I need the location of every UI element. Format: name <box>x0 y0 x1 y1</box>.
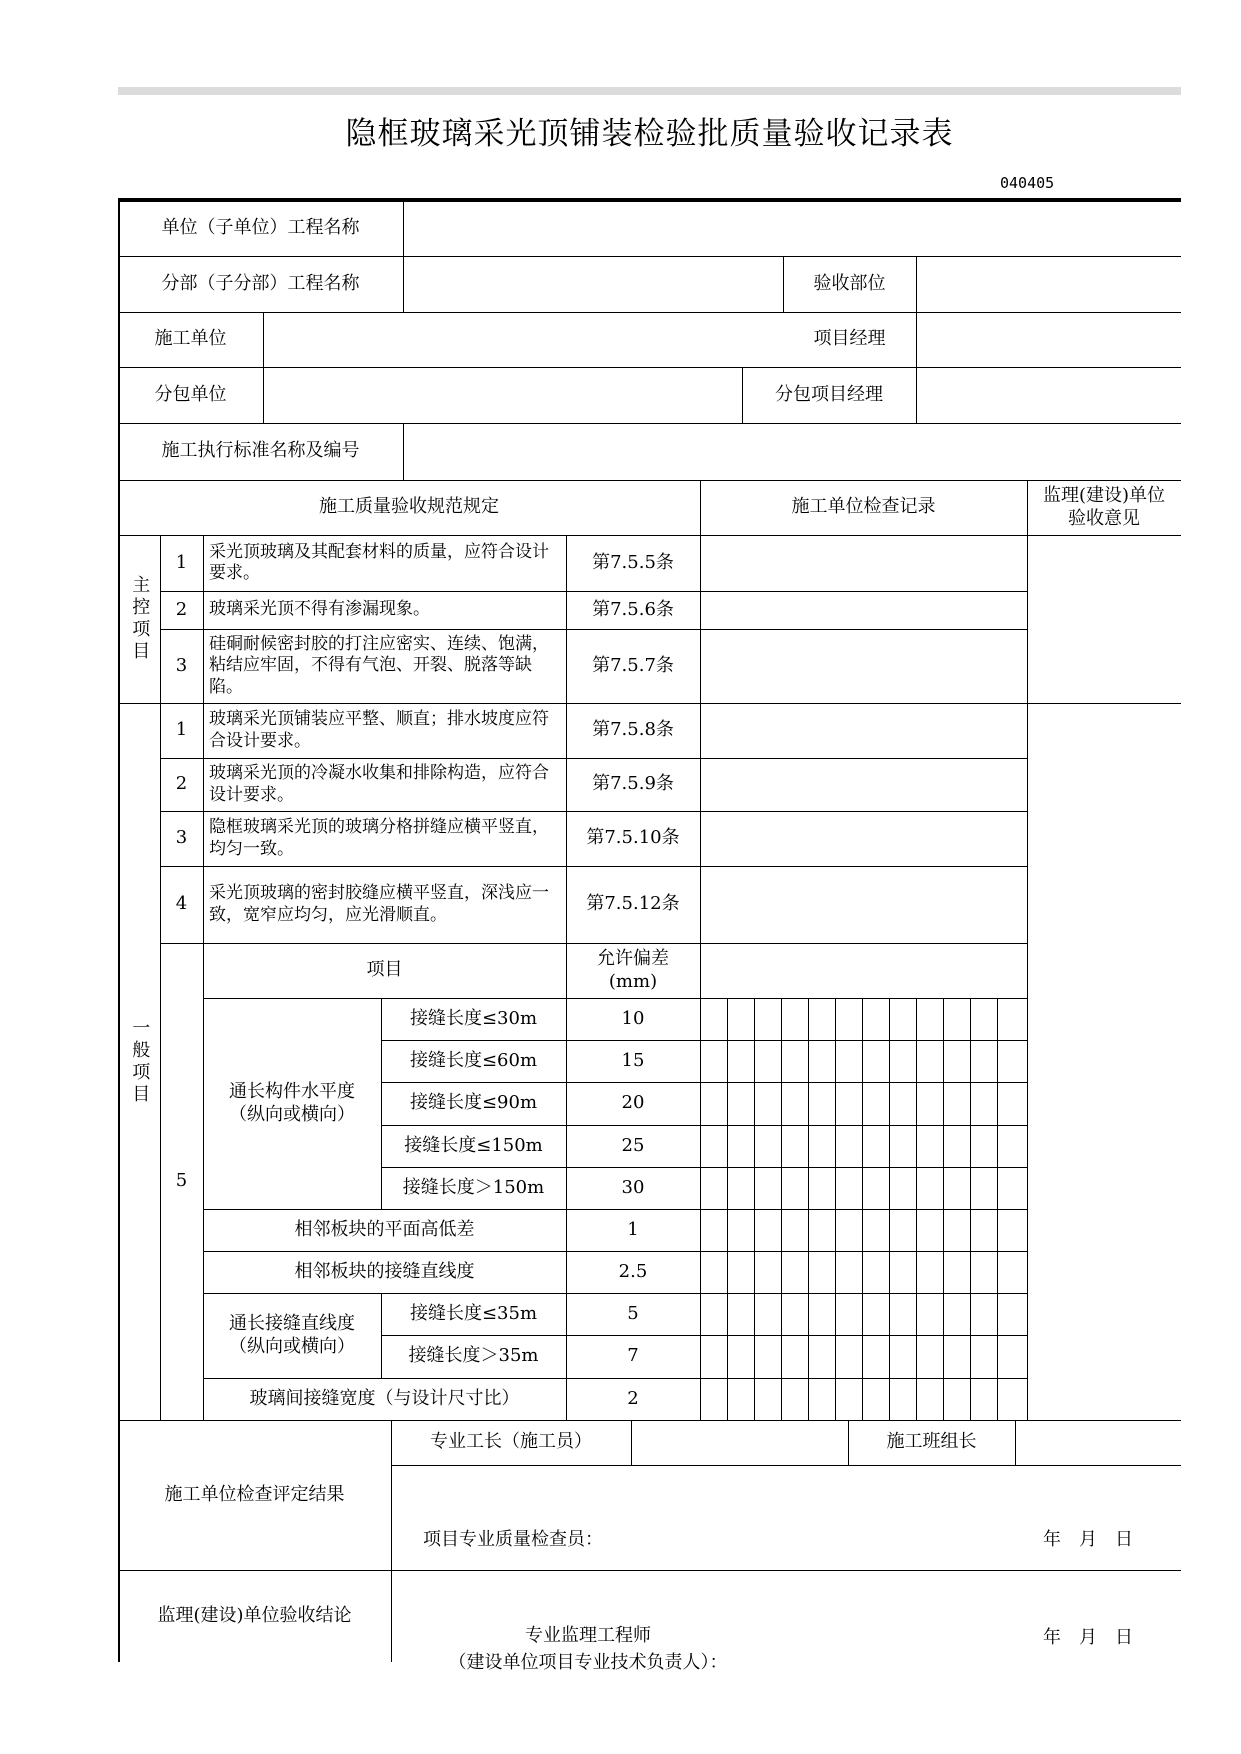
gi-item-4-no: 4 <box>175 893 188 915</box>
grid-line-v <box>263 312 264 423</box>
gi-item-4-text: 采光顶玻璃的密封胶缝应横平竖直，深浅应一致，宽窄应均匀，应光滑顺直。 <box>209 883 549 925</box>
grid-line-v <box>754 998 755 1420</box>
mc-item-1-clause: 第7.5.5条 <box>592 551 674 573</box>
adjacent-height-label: 相邻板块的平面高低差 <box>294 1218 475 1240</box>
engineer-label: 专业监理工程师 <box>525 1624 651 1646</box>
grid-line-v <box>631 1420 632 1465</box>
grid-line-v <box>943 998 944 1420</box>
group1-row-2-tol: 15 <box>621 1049 645 1071</box>
grid-line-v <box>835 998 836 1420</box>
form-code: 040405 <box>1000 174 1055 192</box>
group2-row-2-sub: 接缝长度＞35m <box>408 1345 539 1367</box>
group2-row-1-sub: 接缝长度≤35m <box>409 1302 538 1324</box>
group1-row-4-sub: 接缝长度≤150m <box>404 1134 543 1156</box>
gi-item-2-text: 玻璃采光顶的冷凝水收集和排除构造，应符合设计要求。 <box>209 763 549 805</box>
gap-width-label: 玻璃间接缝宽度（与设计尺寸比） <box>249 1387 520 1409</box>
group1-row-5-sub: 接缝长度＞150m <box>402 1176 545 1198</box>
page-title: 隐框玻璃采光顶铺装检验批质量验收记录表 <box>345 116 954 152</box>
grid-line-v <box>403 198 404 312</box>
group1-row-1-sub: 接缝长度≤30m <box>409 1007 538 1029</box>
gi-item-1-text: 玻璃采光顶铺装应平整、顺直；排水坡度应符合设计要求。 <box>209 709 549 751</box>
group1-row-3-tol: 20 <box>621 1092 645 1114</box>
grid-line-v <box>727 998 728 1420</box>
mc-item-3-text: 硅硐耐候密封胶的打注应密实、连续、饱满，粘结应牢固，不得有气泡、开裂、脱落等缺陷。 <box>209 634 549 697</box>
team-leader-label: 施工班组长 <box>886 1431 977 1453</box>
gi-item-1-clause: 第7.5.8条 <box>592 719 674 741</box>
group2-label: 通长接缝直线度（纵向或横向） <box>229 1313 355 1357</box>
grid-line-v <box>916 256 917 423</box>
project-manager-label: 项目经理 <box>813 328 886 350</box>
mc-item-2-text: 玻璃采光顶不得有渗漏现象。 <box>209 599 430 620</box>
group1-row-1-tol: 10 <box>621 1007 645 1029</box>
grid-line-v <box>1015 1420 1016 1465</box>
supervision-header: 监理(建设)单位验收意见 <box>1042 485 1166 529</box>
adjacent-height-tol: 1 <box>627 1218 639 1240</box>
group2-row-1-tol: 5 <box>627 1302 639 1324</box>
mc-item-1-no: 1 <box>175 551 188 573</box>
mc-item-2-clause: 第7.5.6条 <box>592 598 674 620</box>
grid-line-v <box>916 998 917 1420</box>
general-label: 一般项目 <box>129 1017 151 1106</box>
grid-line-v <box>1027 480 1028 1420</box>
group2-row-2-tol: 7 <box>627 1345 639 1367</box>
gi-item-3-no: 3 <box>175 827 188 849</box>
gi-item-3-clause: 第7.5.10条 <box>586 827 680 849</box>
date-2: 年 月 日 <box>1043 1626 1133 1648</box>
grid-line-h <box>391 1465 1181 1466</box>
adjacent-straight-tol: 2.5 <box>618 1260 648 1282</box>
deviation-item-no: 5 <box>175 1170 188 1192</box>
check-result-label: 施工单位检查评定结果 <box>164 1483 345 1505</box>
grid-line-h <box>118 367 1181 368</box>
standard-label: 施工执行标准名称及编号 <box>161 440 360 462</box>
adjacent-straight-label: 相邻板块的接缝直线度 <box>294 1260 475 1282</box>
grid-line-v <box>970 998 971 1420</box>
gi-item-3-text: 隐框玻璃采光顶的玻璃分格拼缝应横平竖直，均匀一致。 <box>209 817 549 859</box>
subcontract-unit-label: 分包单位 <box>154 383 227 405</box>
gi-item-4-clause: 第7.5.12条 <box>586 893 680 915</box>
date-1: 年 月 日 <box>1043 1528 1133 1550</box>
subcontract-manager-label: 分包项目经理 <box>775 383 883 405</box>
grid-line-v <box>889 998 890 1420</box>
mc-item-1-text: 采光顶玻璃及其配套材料的质量，应符合设计要求。 <box>209 541 549 583</box>
grid-line-v <box>700 480 701 1420</box>
top-gray-bar <box>118 87 1181 95</box>
check-record-header: 施工单位检查记录 <box>791 496 936 518</box>
grid-line-v <box>781 998 782 1420</box>
supervision-conclusion-label: 监理(建设)单位验收结论 <box>157 1604 352 1626</box>
quality-inspector-label: 项目专业质量检查员： <box>423 1528 603 1550</box>
group1-row-4-tol: 25 <box>621 1134 645 1156</box>
group1-row-3-sub: 接缝长度≤90m <box>409 1092 538 1114</box>
mc-item-3-clause: 第7.5.7条 <box>592 654 674 676</box>
foreman-label: 专业工长（施工员） <box>430 1431 592 1453</box>
grid-line-v <box>997 998 998 1420</box>
gi-item-2-clause: 第7.5.9条 <box>592 773 674 795</box>
gi-item-1-no: 1 <box>175 719 188 741</box>
unit-project-name-label: 单位（子单位）工程名称 <box>161 216 360 238</box>
deviation-item-header: 项目 <box>366 959 403 981</box>
group1-row-2-sub: 接缝长度≤60m <box>409 1049 538 1071</box>
sub-project-name-label: 分部（子分部）工程名称 <box>161 272 360 294</box>
grid-line-v <box>403 423 404 480</box>
main-control-label: 主控项目 <box>129 575 151 663</box>
spec-header: 施工质量验收规范规定 <box>319 496 499 518</box>
acceptance-location-label: 验收部位 <box>813 272 886 294</box>
gap-width-tol: 2 <box>627 1387 639 1409</box>
group1-label: 通长构件水平度（纵向或横向） <box>229 1081 355 1125</box>
deviation-tolerance-header: 允许偏差(mm) <box>597 948 669 992</box>
group1-row-5-tol: 30 <box>621 1176 645 1198</box>
gi-item-2-no: 2 <box>175 773 188 795</box>
grid-line-h <box>118 312 1181 313</box>
mc-item-3-no: 3 <box>175 654 188 676</box>
grid-line-v <box>862 998 863 1420</box>
engineer-sub-label: （建设单位项目专业技术负责人）： <box>448 1651 728 1673</box>
grid-line-v <box>808 998 809 1420</box>
mc-item-2-no: 2 <box>175 598 188 620</box>
record-sheet <box>118 198 1181 1673</box>
construction-unit-label: 施工单位 <box>154 328 227 350</box>
